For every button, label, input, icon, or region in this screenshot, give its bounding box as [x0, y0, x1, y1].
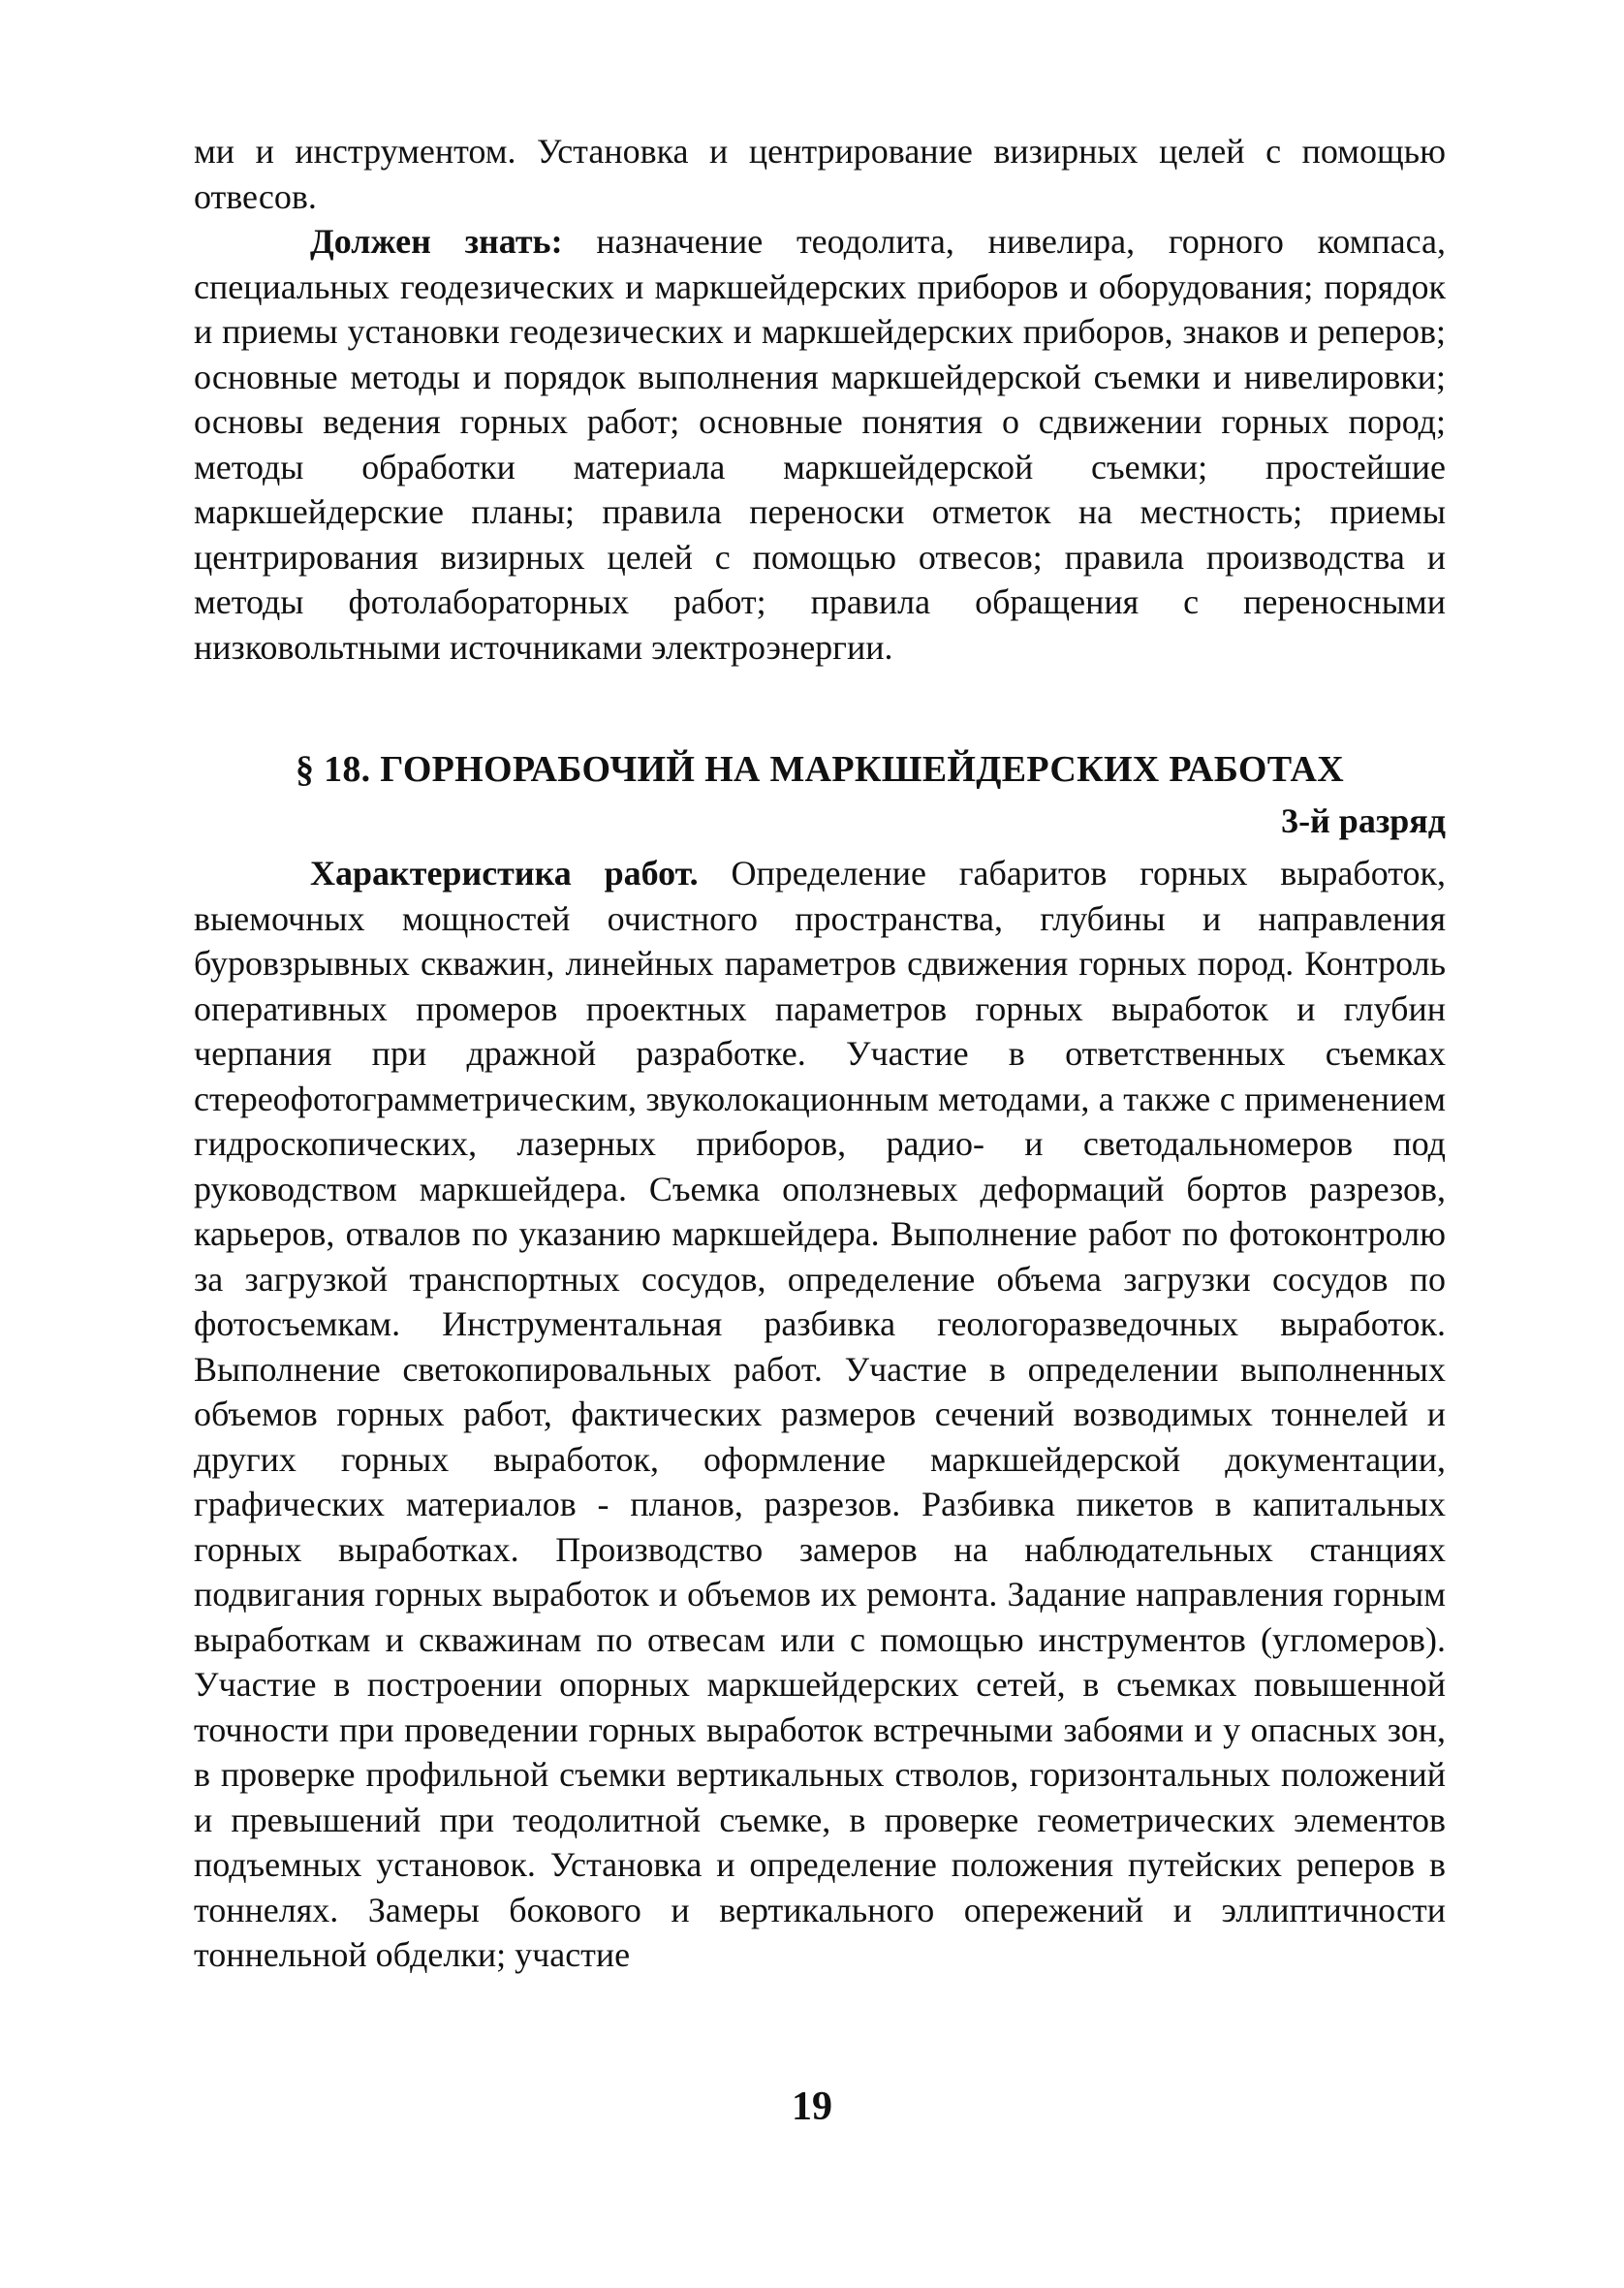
top-text-block: [194, 129, 1446, 670]
grade-label: 3-й разряд: [1281, 801, 1446, 840]
continuation-paragraph: ми и инструментом. Установка и центрирование визирных целей с помощью отвесов.: [194, 132, 1446, 216]
must-know-text: назначение теодолита, нивелира, горного компаса, специальных геодезических и маркшейдерских приборов и оборудования; порядок и приемы установки геодезических и маркшейдерских приборов, знаков и реперов; основные методы и порядок выполнения маркшейдерской съемки и нивелировки; основы ведения горных работ; основные понятия о сдвижении горных пород; методы обработки материала маркшейдерской съемки; простейшие маркшейдерские планы; правила переноски отметок на местность; приемы центрирования визирных целей с помощью отвесов; правила производства и методы фотолабораторных работ; правила обращения с переносными низковольтными источниками электроэнергии.: [194, 222, 1446, 667]
section-heading: § 18. ГОРНОРАБОЧИЙ НА МАРКШЕЙДЕРСКИХ РАБОТАХ: [295, 749, 1344, 790]
page-number: 19: [792, 2084, 832, 2129]
must-know-label: Должен знать:: [310, 222, 563, 261]
main-text-block: [194, 851, 1446, 1978]
must-know-paragraph: [194, 219, 1446, 670]
characteristic-text: Определение габаритов горных выработок, выемочных мощностей очистного пространства, глубины и направления буровзрывных скважин, линейных параметров сдвижения горных пород. Контроль оперативных промеров проектных параметров горных выработок и глубин черпания при дражной разработке. Участие в ответственных съемках стереофотограмметрическим, звуколокационным методами, а также с применением гидроскопических, лазерных приборов, радио- и светодальномеров под руководством маркшейдера. Съемка оползневых деформаций бортов разрезов, карьеров, отвалов по указанию маркшейдера. Выполнение работ по фотоконтролю за загрузкой транспортных сосудов, определение объема загрузки сосудов по фотосъемкам. Инструментальная разбивка геологоразведочных выработок. Выполнение светокопировальных работ. Участие в определении выполненных объемов горных работ, фактических размеров сечений возводимых тоннелей и других горных выработок, оформление маркшейдерской документации, графических материалов - планов, разрезов. Разбивка пикетов в капитальных горных выработках. Производство замеров на наблюдательных станциях подвигания горных выработок и объемов их ремонта. Задание направления горным выработкам и скважинам по отвесам или с помощью инструментов (угломеров). Участие в построении опорных маркшейдерских сетей, в съемках повышенной точности при проведении горных выработок встречными забоями и у опасных зон, в проверке профильной съемки вертикальных стволов, горизонтальных положений и превышений при теодолитной съемке, в проверке геометрических элементов подъемных установок. Установка и определение положения путейских реперов в тоннелях. Замеры бокового и вертикального опережений и эллиптичности тоннельной обделки; участие: [194, 854, 1446, 1974]
characteristic-label: Характеристика работ.: [310, 854, 699, 893]
characteristic-paragraph: [194, 851, 1446, 1978]
